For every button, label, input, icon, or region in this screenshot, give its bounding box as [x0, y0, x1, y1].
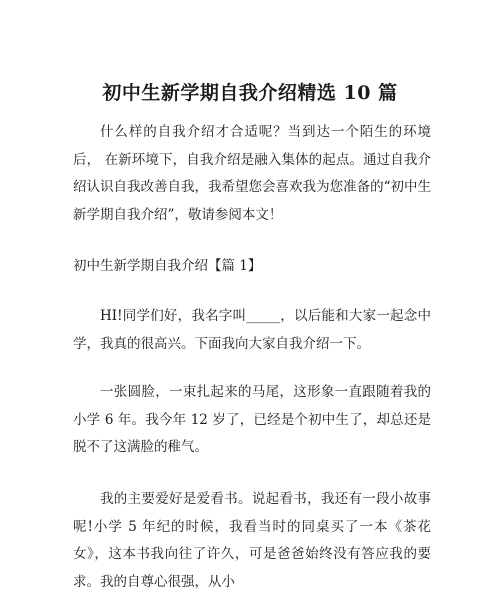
body-paragraph: HI!同学们好，我名字叫_____，以后能和大家一起念中学，我真的很高兴。下面我向大家自我介绍一下。: [73, 308, 431, 352]
intro-paragraph: 什么样的自我介绍才合适呢？当到达一个陌生的环境后， 在新环境下，自我介绍是融入集体的起点。通过自我介绍认识自我改善自我，我希望您会喜欢我为您准备的“初中生新学期自我介绍”，敬请参阅本文！: [73, 124, 431, 223]
body-paragraph: 一张圆脸，一束扎起来的马尾，这形象一直跟随着我的小学 6 年。我今年 12 岁了，已经是个初中生了，却总还是脱不了这满脸的稚气。: [73, 384, 431, 455]
page-title: 初中生新学期自我介绍精选 10 篇: [102, 82, 398, 104]
body-paragraph: 我的主要爱好是爱看书。说起看书，我还有一段小故事呢!小学 5 年纪的时候，我看当时的同桌买了一本《茶花女》，这本书我向往了许久，可是爸爸始终没有答应我的要求。我的自尊心很强，从小: [73, 491, 431, 590]
section-heading: 初中生新学期自我介绍【篇 1】: [73, 258, 262, 274]
